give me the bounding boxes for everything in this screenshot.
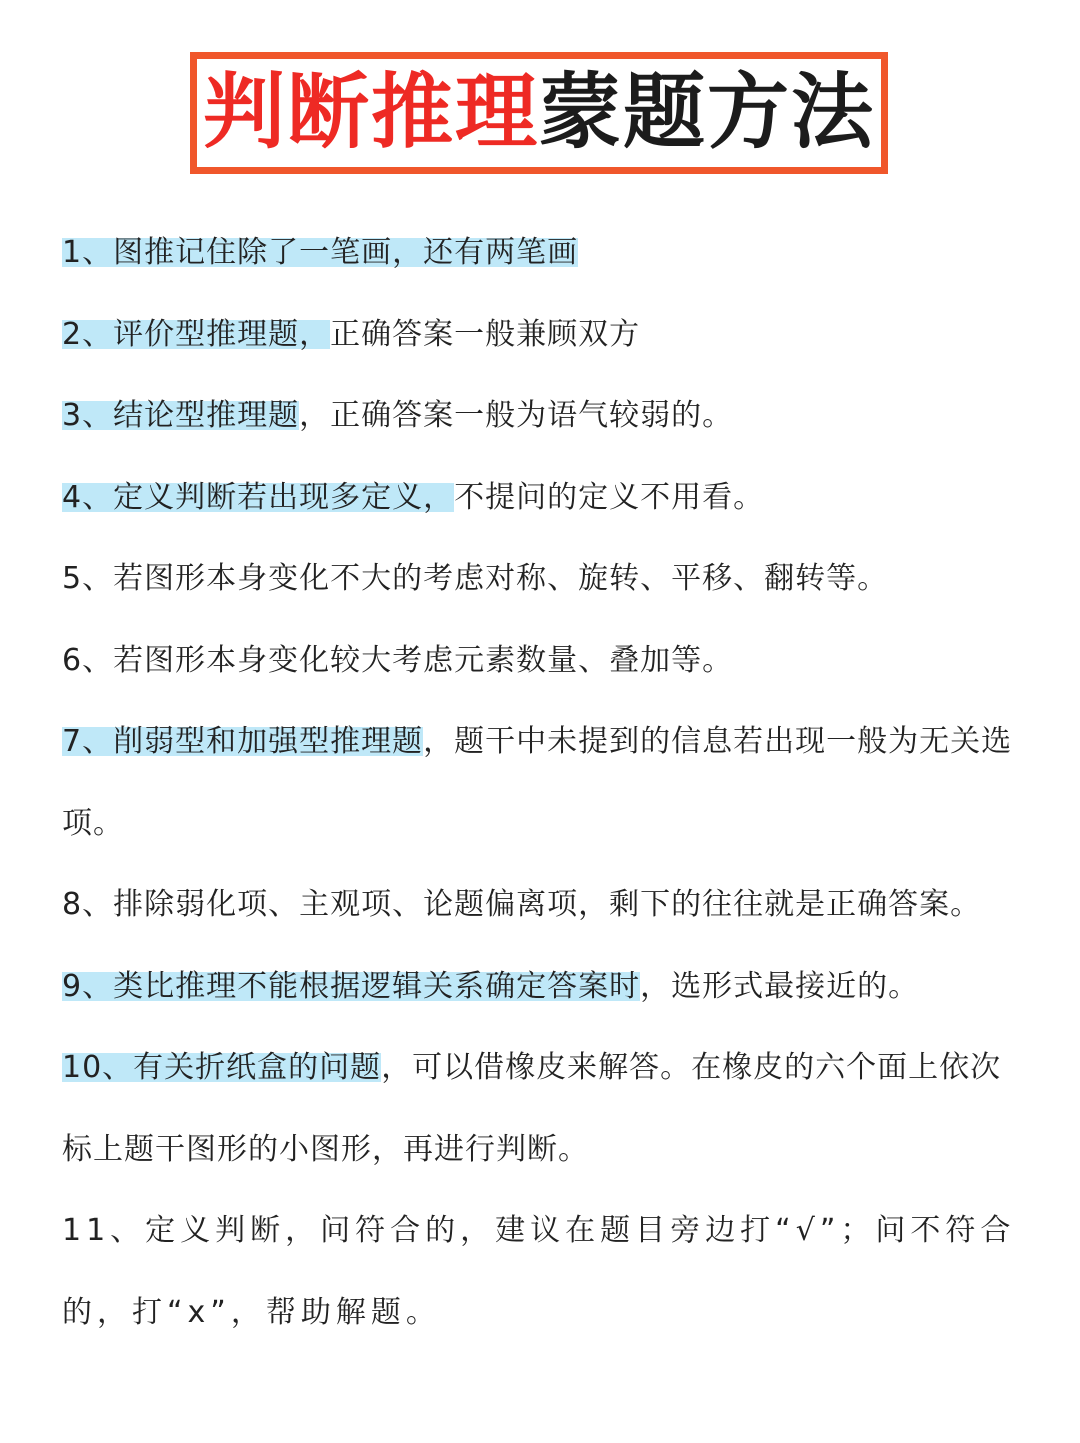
highlighted-text: 1、图推记住除了一笔画，还有两笔画 <box>62 235 579 270</box>
item-text: ，选形式最接近的。 <box>640 968 920 1004</box>
item-text: 5、若图形本身变化不大的考虑对称、旋转、平移、翻转等。 <box>62 561 889 596</box>
title-red-part: 判断推理 <box>202 65 539 160</box>
title-dark-part: 蒙题方法 <box>539 65 876 160</box>
list-item <box>62 864 1022 946</box>
item-text: 11、定义判断，问符合的，建议在题目旁边打“√”；问不符合的，打“x”，帮助解题。 <box>62 1213 1016 1330</box>
highlighted-text: 7、削弱型和加强型推理题 <box>62 724 424 759</box>
highlighted-text: 3、结论型推理题 <box>62 398 300 433</box>
list-item <box>62 294 1022 376</box>
item-text: ，可以借橡皮来解答。在橡皮的六个面上依次标上题干图形的小图形，再进行判断。 <box>62 1050 1002 1167</box>
highlighted-text: 2、评价型推理题， <box>62 316 331 352</box>
list-item <box>62 701 1022 864</box>
list-item <box>62 1190 1022 1353</box>
item-text: 不提问的定义不用看。 <box>454 479 765 515</box>
item-text: 8、排除弱化项、主观项、论题偏离项，剩下的往往就是正确答案。 <box>62 887 982 922</box>
item-text: ，正确答案一般为语气较弱的。 <box>299 398 734 433</box>
list-item <box>62 212 1022 294</box>
item-text: 正确答案一般兼顾双方 <box>330 316 641 352</box>
list-item <box>62 1027 1022 1190</box>
title-box <box>190 52 888 174</box>
item-text: ，题干中未提到的信息若出现一般为无关选项。 <box>62 724 1013 841</box>
tips-list <box>62 212 1022 1353</box>
item-text: 6、若图形本身变化较大考虑元素数量、叠加等。 <box>62 642 734 678</box>
list-item <box>62 375 1022 457</box>
highlighted-text: 4、定义判断若出现多定义， <box>62 479 455 515</box>
list-item <box>62 620 1022 702</box>
list-item <box>62 457 1022 539</box>
highlighted-text: 9、类比推理不能根据逻辑关系确定答案时 <box>62 968 641 1004</box>
highlighted-text: 10、有关折纸盒的问题 <box>62 1050 382 1085</box>
list-item <box>62 538 1022 620</box>
page-title <box>202 65 876 160</box>
list-item <box>62 946 1022 1028</box>
